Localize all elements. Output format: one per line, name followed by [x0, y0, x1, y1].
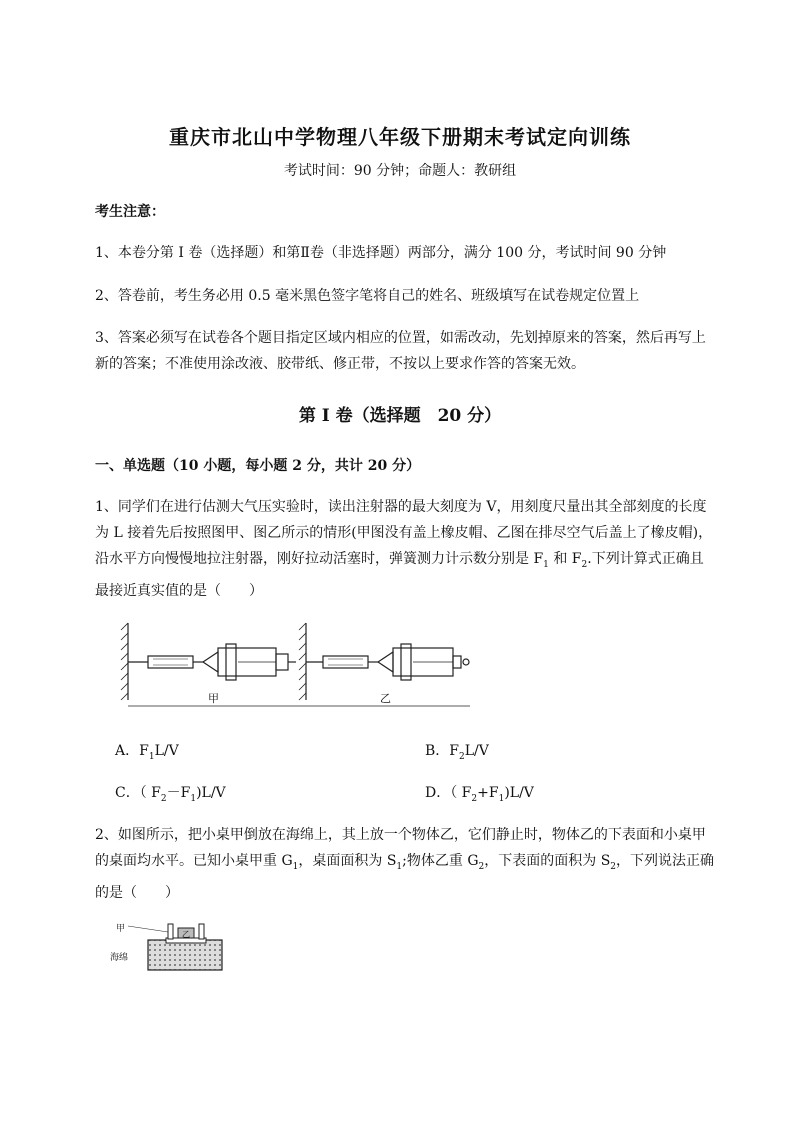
notice-item-2: 2、答卷前，考生务必用 0.5 毫米黑色签字笔将自己的姓名、班级填写在试卷规定位置上 [95, 288, 640, 304]
notice-heading: 考生注意： [95, 204, 165, 220]
syringe-figure [118, 618, 474, 710]
page-subtitle: 考试时间：90 分钟；命题人：教研组 [283, 163, 517, 179]
option-a[interactable]: A．$F_1L/V$ [115, 743, 179, 762]
figure-label-jia: 甲 [208, 692, 219, 705]
section-title: 第 I 卷（选择题 20 分） [298, 406, 502, 426]
figure-label-table: 甲 [116, 924, 126, 934]
part-heading: 一、单选题（10 小题，每小题 2 分，共计 20 分） [95, 458, 421, 474]
notice-item-3: 3、答案必须写在试卷各个题目指定区域内相应的位置，如需改动，先划掉原来的答案，然后再写上新的答案；不准使用涂改液、胶带纸、修正带，不按以上要求作答的答案无效。 [95, 330, 706, 372]
table-sponge-figure [108, 918, 228, 973]
figure-label-sponge: 海绵 [110, 953, 129, 963]
page-title: 重庆市北山中学物理八年级下册期末考试定向训练 [169, 125, 631, 149]
figure-label-object: 乙 [182, 930, 190, 939]
option-b[interactable]: B．$F_2L/V$ [425, 743, 489, 762]
option-d[interactable]: D．（ $F_2+F_1)L/V$ [425, 785, 534, 804]
figure-label-yi: 乙 [380, 692, 391, 705]
question-1-text: 1、同学们在进行估测大气压实验时，读出注射器的最大刻度为 V，用刻度尺量出其全部刻度的长度为 L 接着先后按照图甲、图乙所示的情形(甲图没有盖上橡皮帽、乙图在排尽空气后盖上了橡皮帽)，沿水平方向慢慢地拉注射器，刚好拉动活塞时，弹簧测力计示数分别是 $F_1$ 和 $F_2$.下列计算式正确且最接近真实值的是（ ） [95, 499, 713, 599]
question-2-text: 2、如图所示，把小桌甲倒放在海绵上，其上放一个物体乙，它们静止时，物体乙的下表面和小桌甲的桌面均水平。已知小桌甲重 $G_1$，桌面面积为 $S_1$;物体乙重 $G_2$，下表面的面积为 $S_2$，下列说法正确的是（ ） [95, 827, 715, 901]
option-c[interactable]: C．（ $F_2-F_1)L/V$ [115, 785, 226, 804]
notice-item-1: 1、本卷分第 I 卷（选择题）和第Ⅱ卷（非选择题）两部分，满分 100 分，考试时间 90 分钟 [95, 245, 667, 261]
